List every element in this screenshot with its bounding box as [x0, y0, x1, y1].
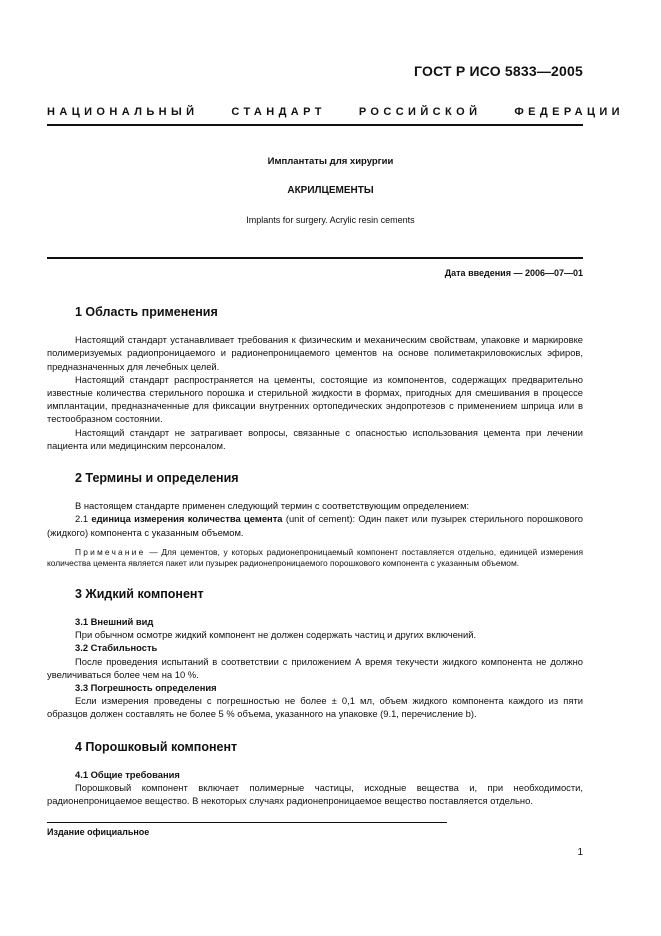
- section-2-paragraph-1: В настоящем стандарте применен следующий термин с соответствующим определением:: [75, 500, 470, 512]
- banner-word-2: СТАНДАРТ: [231, 106, 326, 118]
- subsection-3-1-heading: 3.1 Внешний вид: [75, 616, 154, 628]
- subsection-3-3-text: Если измерения проведены с погрешностью не более ± 0,1 мл, объем жидкого компонента каждого из пяти образцов должен составлять не более 5 % объема, указанного на упаковке (9.1, перечисление b).: [47, 695, 583, 720]
- section-1-paragraph-1: Настоящий стандарт устанавливает требования к физическим и механическим свойствам, упаковке и маркировке полимеризуемых радиопроницаемого и радионепроницаемого цементов на основе полиметакриловокислых эфиров, предназначенных для лечебных целей.: [47, 334, 583, 372]
- introduction-date: Дата введения — 2006—07—01: [444, 268, 583, 278]
- national-standard-banner: [47, 106, 624, 118]
- subsection-3-2-text: После проведения испытаний в соответствии с приложением А время текучести жидкого компонента не должно увеличиваться более чем на 10 %.: [47, 655, 583, 680]
- term-number: 2.1: [75, 513, 92, 525]
- title-subject: Имплантаты для хирургии: [267, 156, 394, 167]
- note-text: — Для цементов, у которых радионепроницаемый компонент поставляется отдельно, единицей измерения количества цемента является пакет или пузырек радионепроницаемого порошкового компонента с указанным объемом.: [47, 546, 583, 569]
- subsection-3-1-text: При обычном осмотре жидкий компонент не должен содержать частиц и других включений.: [75, 629, 477, 641]
- note: [47, 547, 583, 570]
- term-definition-text: (unit of cement): Один пакет или пузырек стерильного порошкового (жидкого) компонента с указанным объемом.: [47, 513, 583, 538]
- section-2-heading: 2 Термины и определения: [75, 471, 239, 486]
- footer-divider: [47, 822, 447, 823]
- section-1-paragraph-3: Настоящий стандарт не затрагивает вопросы, связанные с опасностью использования цемента при лечении пациента или медицинским персоналом.: [47, 426, 583, 451]
- title-divider: [47, 257, 583, 259]
- subsection-4-1-heading: 4.1 Общие требования: [75, 768, 180, 780]
- title-main: АКРИЛЦЕМЕНТЫ: [287, 185, 374, 196]
- page-number: 1: [577, 847, 583, 858]
- term-definition: [47, 512, 583, 538]
- section-3-heading: 3 Жидкий компонент: [75, 586, 204, 601]
- banner-word-4: ФЕДЕРАЦИИ: [514, 106, 624, 118]
- section-1-paragraph-2: Настоящий стандарт распространяется на цементы, состоящие из компонентов, содержащих предварительно известные количества стерильного порошка и стерильной жидкости в формах, пригодных для смешивания в процессе имплантации, предназначенные для фиксации внутренних ортопедических эндопротезов с применением шприца или в тестообразном состоянии.: [47, 373, 583, 425]
- document-body: [47, 300, 583, 807]
- banner-word-1: НАЦИОНАЛЬНЫЙ: [47, 106, 199, 118]
- subsection-4-1-text: Порошковый компонент включает полимерные частицы, исходные вещества и, при необходимости, радионепроницаемое вещество. В некоторых случаях радионепроницаемое вещество поставляется отдельно.: [47, 782, 583, 807]
- top-divider: [47, 124, 583, 126]
- note-label: Примечание: [75, 546, 146, 557]
- term-name: единица измерения количества цемента: [91, 513, 283, 525]
- banner-word-3: РОССИЙСКОЙ: [358, 106, 482, 118]
- edition-label: Издание официальное: [47, 827, 150, 837]
- section-1-heading: 1 Область применения: [75, 305, 218, 319]
- subsection-3-3-heading: 3.3 Погрешность определения: [75, 682, 217, 694]
- subsection-3-2-heading: 3.2 Стабильность: [75, 642, 158, 654]
- title-english: Implants for surgery. Acrylic resin cements: [246, 215, 415, 225]
- gost-number: ГОСТ Р ИСО 5833—2005: [414, 63, 583, 79]
- section-4-heading: 4 Порошковый компонент: [75, 739, 238, 754]
